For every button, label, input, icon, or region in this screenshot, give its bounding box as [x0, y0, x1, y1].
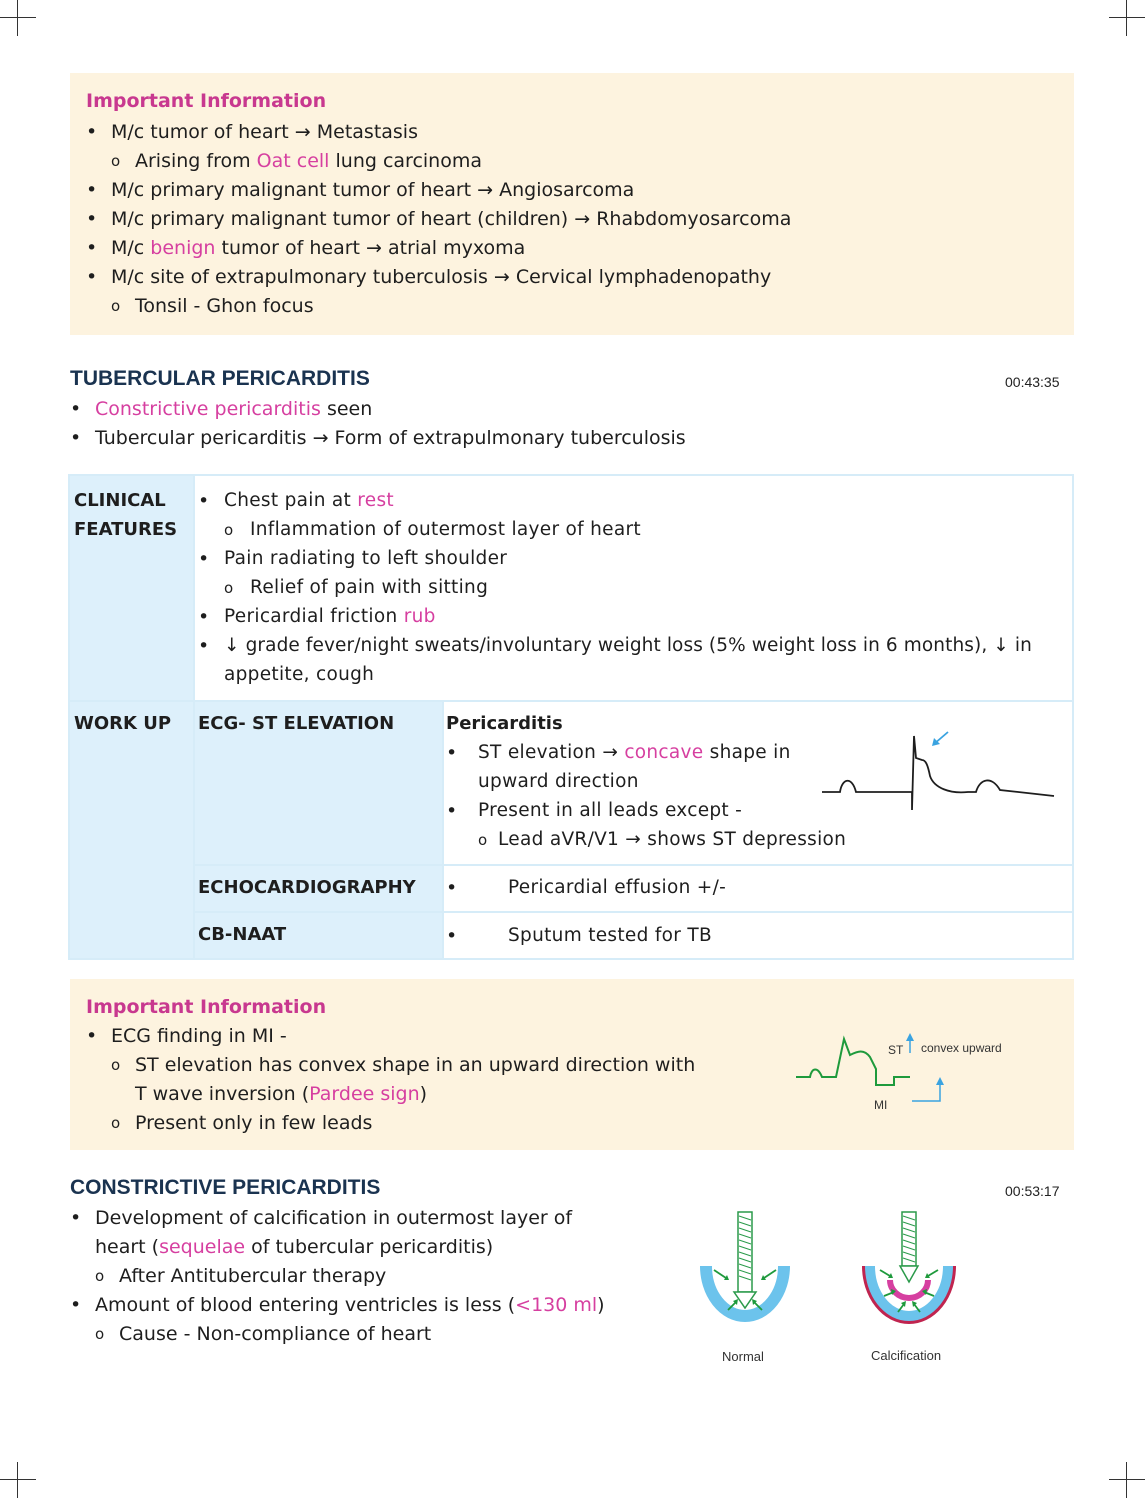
bullet-dot: • [70, 427, 82, 449]
ecg-line: ST elevation → concave shape in [478, 742, 791, 763]
section-line: Tubercular pericarditis → Form of extrapulmonary tuberculosis [95, 427, 686, 449]
bullet-dot: • [70, 1294, 82, 1316]
header-echocardiography: ECHOCARDIOGRAPHY [198, 877, 416, 898]
clinical-line: Chest pain at rest [224, 490, 394, 511]
bullet-dot: • [198, 635, 210, 657]
ecg-pericarditis-waveform [818, 724, 1058, 814]
info-line: Present only in few leads [135, 1112, 373, 1134]
normal-heart-diagram [690, 1206, 800, 1346]
section-line: Cause - Non-compliance of heart [119, 1323, 432, 1345]
section-line: heart (sequelae of tubercular pericarditis) [95, 1236, 494, 1258]
crop-mark-top-left [0, 0, 36, 36]
clinical-line: Pain radiating to left shoulder [224, 548, 508, 569]
crop-mark-top-right [1109, 0, 1145, 36]
caption-normal: Normal [722, 1349, 764, 1364]
header-clinical: CLINICAL [74, 490, 166, 511]
convex-upward-label: convex upward [921, 1041, 1002, 1055]
info-line: M/c site of extrapulmonary tuberculosis → Cervical lymphadenopathy [111, 266, 772, 288]
bullet-circle: o [95, 1325, 105, 1343]
bullet-circle: o [111, 1056, 121, 1074]
caption-calcification: Calcification [871, 1348, 942, 1363]
info-line: M/c primary malignant tumor of heart (children) → Rhabdomyosarcoma [111, 208, 792, 230]
ecg-line: Lead aVR/V1 → shows ST depression [498, 829, 847, 850]
info-title: Important Information [86, 90, 327, 112]
bullet-dot: • [86, 121, 98, 143]
bullet-circle: o [111, 297, 121, 315]
section-line: Amount of blood entering ventricles is less (<130 ml) [95, 1294, 605, 1316]
timestamp[interactable]: 00:43:35 [1005, 374, 1060, 390]
header-ecg: ECG- ST ELEVATION [198, 713, 395, 734]
calcification-heart-diagram [854, 1206, 964, 1346]
bullet-dot: • [446, 877, 458, 899]
bullet-dot: • [86, 237, 98, 259]
bullet-dot: • [198, 490, 210, 512]
echo-text: Pericardial effusion +/- [508, 877, 727, 898]
clinical-line: Relief of pain with sitting [250, 577, 489, 598]
section-line: Development of calcification in outermost layer of [95, 1207, 573, 1229]
bullet-dot: • [446, 925, 458, 947]
info-line: M/c tumor of heart → Metastasis [111, 121, 418, 143]
mi-label: MI [874, 1098, 888, 1112]
bullet-dot: • [86, 208, 98, 230]
bullet-dot: • [198, 548, 210, 570]
section-line: After Antitubercular therapy [119, 1265, 387, 1287]
bullet-circle: o [224, 521, 234, 539]
info-line: M/c primary malignant tumor of heart → Angiosarcoma [111, 179, 635, 201]
bullet-dot: • [198, 606, 210, 628]
bullet-circle: o [224, 579, 234, 597]
bullet-dot: • [70, 398, 82, 420]
bullet-circle: o [111, 1114, 121, 1132]
info-line: Arising from Oat cell lung carcinoma [135, 150, 482, 172]
row-divider [70, 700, 1072, 702]
ecg-mi-diagram [792, 1029, 1032, 1119]
bullet-dot: • [86, 1025, 98, 1047]
bullet-dot: • [86, 179, 98, 201]
info-line: ST elevation has convex shape in an upward direction with [135, 1054, 696, 1076]
info-line: ECG finding in MI - [111, 1025, 287, 1047]
bullet-dot: • [86, 266, 98, 288]
ecg-line: upward direction [478, 771, 639, 792]
clinical-line: Pericardial friction rub [224, 606, 436, 627]
header-features: FEATURES [74, 519, 178, 540]
header-work-up: WORK UP [74, 713, 172, 734]
bullet-dot: • [446, 800, 458, 822]
clinical-workup-table [68, 474, 1074, 960]
timestamp[interactable]: 00:53:17 [1005, 1183, 1060, 1199]
info-line: T wave inversion (Pardee sign) [135, 1083, 428, 1105]
row-divider [193, 911, 1072, 913]
section-line: Constrictive pericarditis seen [95, 398, 373, 420]
ecg-pericarditis-title: Pericarditis [446, 713, 563, 734]
bullet-dot: • [70, 1207, 82, 1229]
column-divider [193, 476, 195, 958]
st-label: ST [888, 1043, 904, 1057]
clinical-line: Inflammation of outermost layer of heart [250, 519, 641, 540]
info-line: Tonsil - Ghon focus [135, 295, 314, 317]
bullet-circle: o [111, 152, 121, 170]
row-divider [193, 864, 1072, 866]
ecg-line: Present in all leads except - [478, 800, 743, 821]
crop-mark-bottom-left [0, 1462, 36, 1498]
important-info-box-1 [70, 73, 1074, 335]
bullet-circle: o [478, 831, 488, 849]
header-cb-naat: CB-NAAT [198, 924, 287, 945]
clinical-line: appetite, cough [224, 664, 375, 685]
crop-mark-bottom-right [1109, 1462, 1145, 1498]
section-title-constrictive: CONSTRICTIVE PERICARDITIS [70, 1176, 381, 1199]
section-title-tubercular: TUBERCULAR PERICARDITIS [70, 367, 370, 390]
bullet-circle: o [95, 1267, 105, 1285]
column-divider [442, 700, 444, 958]
clinical-line: ↓ grade fever/night sweats/involuntary weight loss (5% weight loss in 6 months), ↓ in [224, 635, 1032, 656]
cbnaat-text: Sputum tested for TB [508, 925, 712, 946]
important-info-box-2 [70, 979, 1074, 1150]
bullet-dot: • [446, 742, 458, 764]
info-line: M/c benign tumor of heart → atrial myxoma [111, 237, 526, 259]
info-title: Important Information [86, 996, 327, 1018]
